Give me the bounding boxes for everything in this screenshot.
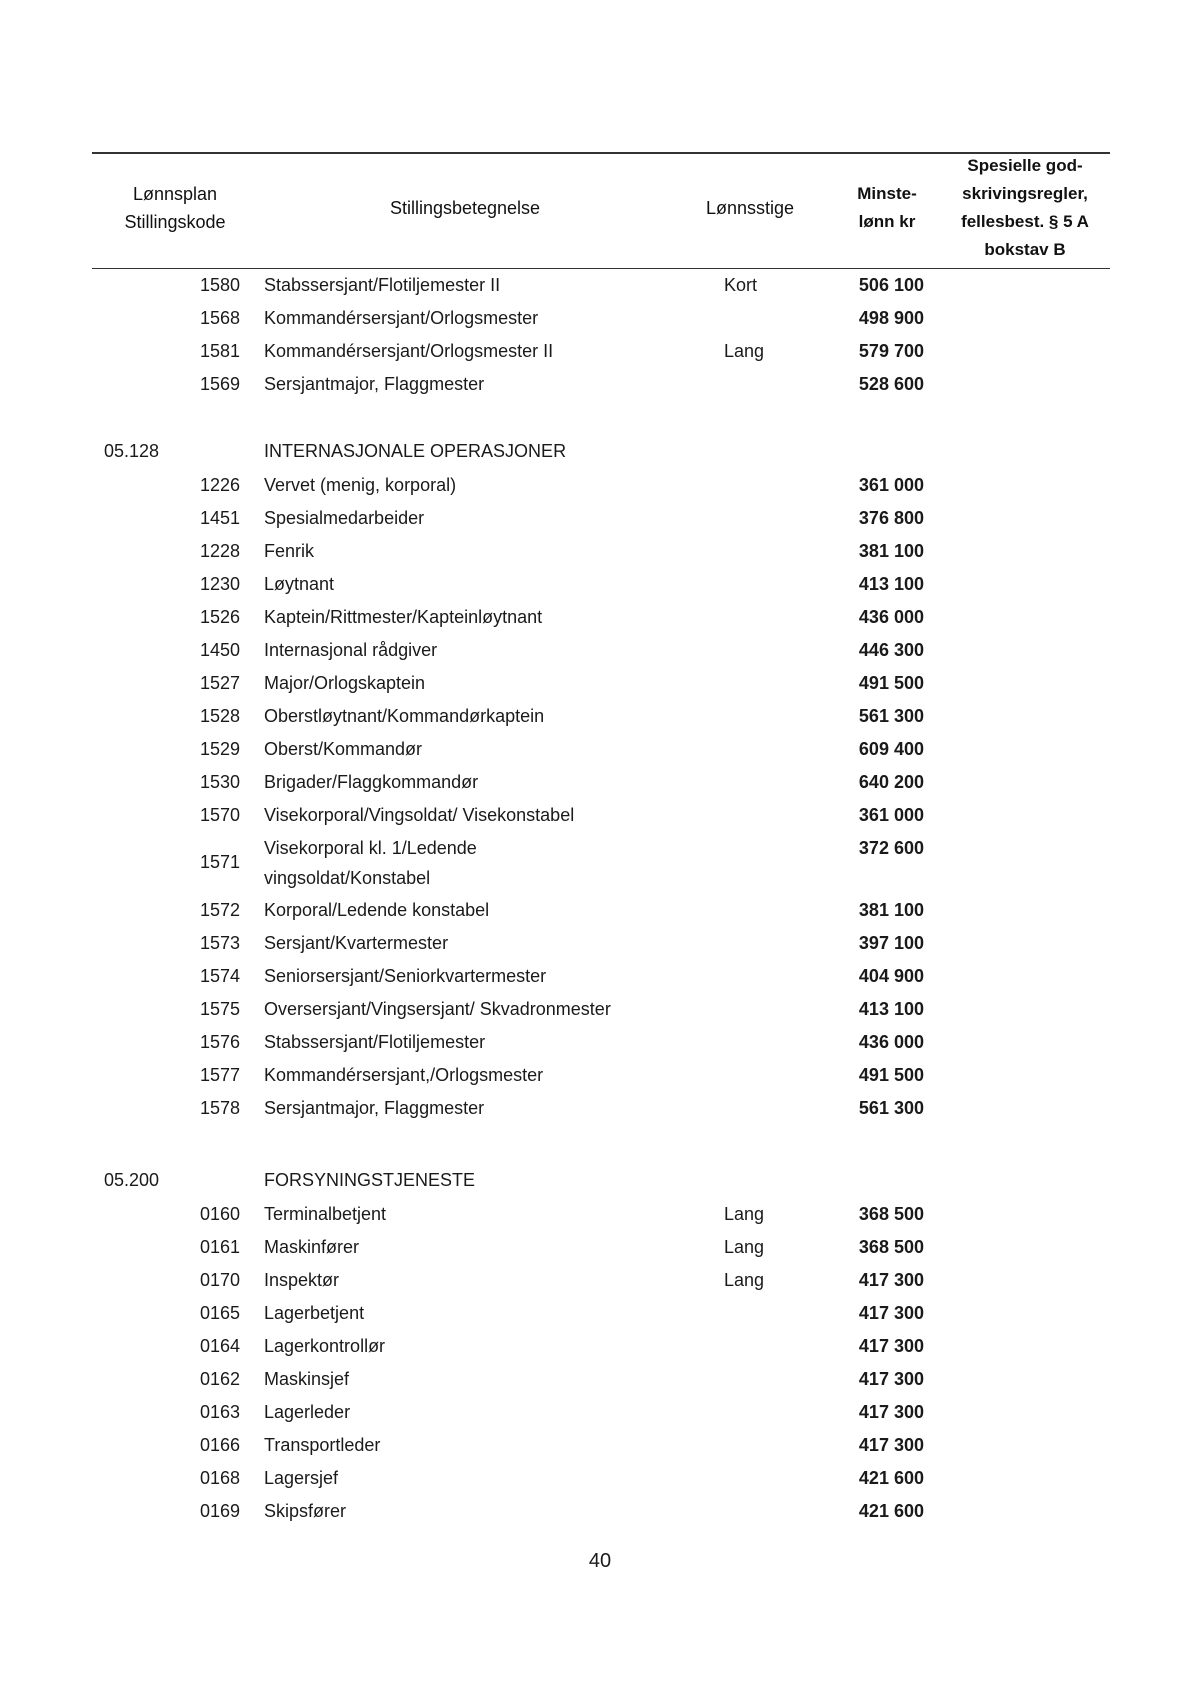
row-title: Vervet (menig, korporal) — [264, 475, 457, 495]
row-code: 0170 — [199, 1270, 240, 1290]
row-code: 0162 — [199, 1369, 240, 1389]
row-title: Kommandérsersjant/Orlogsmester — [264, 308, 539, 328]
row-title: Maskinfører — [264, 1237, 360, 1257]
table-row — [0, 1496, 1200, 1526]
row-title-line1: Visekorporal kl. 1/Ledende — [264, 838, 477, 858]
row-title: Kommandérsersjant,/Orlogsmester — [264, 1065, 544, 1085]
row-wage: 417 300 — [858, 1336, 924, 1356]
header-minstelonn-line2: lønn kr — [858, 212, 916, 231]
table-row — [0, 767, 1200, 797]
row-code: 1230 — [199, 574, 240, 594]
table-row — [0, 336, 1200, 366]
table-row — [0, 1331, 1200, 1361]
row-code: 1526 — [199, 607, 240, 627]
row-stige: Kort — [724, 275, 758, 295]
section-name: INTERNASJONALE OPERASJONER — [264, 441, 567, 461]
row-code: 1528 — [199, 706, 240, 726]
row-wage: 417 300 — [858, 1435, 924, 1455]
row-wage: 528 600 — [858, 374, 924, 394]
header-stillingsbetegnelse: Stillingsbetegnelse — [389, 198, 541, 218]
row-title-line2: vingsoldat/Konstabel — [264, 868, 431, 888]
row-title: Lagerkontrollør — [264, 1336, 386, 1356]
row-wage: 506 100 — [858, 275, 924, 295]
row-title: Lagerleder — [264, 1402, 351, 1422]
row-wage: 640 200 — [858, 772, 924, 792]
section-code: 05.128 — [104, 441, 160, 461]
row-title: Seniorsersjant/Seniorkvartermester — [264, 966, 547, 986]
row-title: Brigader/Flaggkommandør — [264, 772, 479, 792]
row-wage: 397 100 — [858, 933, 924, 953]
row-title: Lagersjef — [264, 1468, 339, 1488]
row-title: Maskinsjef — [264, 1369, 350, 1389]
row-wage: 417 300 — [858, 1270, 924, 1290]
row-code: 1572 — [199, 900, 240, 920]
row-code: 1570 — [199, 805, 240, 825]
table-row — [0, 800, 1200, 830]
row-title: Sersjantmajor, Flaggmester — [264, 374, 485, 394]
table-row — [0, 961, 1200, 991]
row-title: Visekorporal/Vingsoldat/ Visekonstabel — [264, 805, 575, 825]
row-title: Løytnant — [264, 574, 335, 594]
header-spesielle-line2: skrivingsregler, — [962, 184, 1088, 203]
row-code: 1578 — [199, 1098, 240, 1118]
table-row — [0, 303, 1200, 333]
table-row — [0, 1463, 1200, 1493]
row-stige: Lang — [724, 1204, 765, 1224]
row-title: Transportleder — [264, 1435, 381, 1455]
row-wage: 413 100 — [858, 999, 924, 1019]
table-row — [0, 895, 1200, 925]
table-row — [0, 536, 1200, 566]
row-wage: 446 300 — [858, 640, 924, 660]
row-title: Sersjant/Kvartermester — [264, 933, 449, 953]
row-title: Sersjantmajor, Flaggmester — [264, 1098, 485, 1118]
table-row — [0, 928, 1200, 958]
row-code: 1569 — [199, 374, 240, 394]
row-wage: 561 300 — [858, 706, 924, 726]
header-minstelonn — [832, 180, 942, 236]
row-wage: 417 300 — [858, 1402, 924, 1422]
table-row — [0, 503, 1200, 533]
row-wage: 436 000 — [858, 607, 924, 627]
row-wage: 436 000 — [858, 1032, 924, 1052]
row-code: 1529 — [199, 739, 240, 759]
row-code: 0168 — [199, 1468, 240, 1488]
table-row — [0, 668, 1200, 698]
header-lonnsplan-line1: Lønnsplan — [132, 184, 218, 204]
row-code: 1581 — [199, 341, 240, 361]
table-row — [0, 270, 1200, 300]
table-row — [0, 1232, 1200, 1262]
row-wage: 404 900 — [858, 966, 924, 986]
row-wage: 579 700 — [858, 341, 924, 361]
row-wage: 561 300 — [858, 1098, 924, 1118]
header-minstelonn-line1: Minste- — [857, 184, 917, 203]
row-code: 1450 — [199, 640, 240, 660]
table-row — [0, 635, 1200, 665]
row-wage: 372 600 — [858, 838, 924, 858]
row-stige: Lang — [724, 1270, 765, 1290]
table-row — [0, 1298, 1200, 1328]
header-lonnsstige: Lønnsstige — [705, 198, 795, 218]
row-code: 0160 — [199, 1204, 240, 1224]
row-code: 0164 — [199, 1336, 240, 1356]
row-wage: 498 900 — [858, 308, 924, 328]
row-code: 1530 — [199, 772, 240, 792]
header-lonnsplan-line2: Stillingskode — [124, 212, 226, 232]
table-row — [0, 1060, 1200, 1090]
header-spesielle-line4: bokstav B — [984, 240, 1066, 259]
row-wage: 413 100 — [858, 574, 924, 594]
row-title — [264, 833, 684, 893]
table-row — [0, 1093, 1200, 1123]
row-title: Stabssersjant/Flotiljemester — [264, 1032, 486, 1052]
row-code: 1576 — [199, 1032, 240, 1052]
row-title: Internasjonal rådgiver — [264, 640, 438, 660]
row-code: 1575 — [199, 999, 240, 1019]
table-row — [0, 602, 1200, 632]
row-title: Lagerbetjent — [264, 1303, 365, 1323]
table-row — [0, 569, 1200, 599]
table-row — [0, 1265, 1200, 1295]
row-wage: 491 500 — [858, 1065, 924, 1085]
row-code: 1568 — [199, 308, 240, 328]
section-code: 05.200 — [104, 1170, 160, 1190]
row-wage: 361 000 — [858, 805, 924, 825]
section-heading — [0, 1165, 1200, 1195]
table-row — [0, 470, 1200, 500]
header-spesielle-line3: fellesbest. § 5 A — [961, 212, 1089, 231]
row-code: 0161 — [199, 1237, 240, 1257]
section-heading — [0, 436, 1200, 466]
row-title: Oberst/Kommandør — [264, 739, 423, 759]
row-code: 1226 — [199, 475, 240, 495]
row-code: 0166 — [199, 1435, 240, 1455]
row-wage: 368 500 — [858, 1204, 924, 1224]
table-row — [0, 734, 1200, 764]
row-wage: 381 100 — [858, 541, 924, 561]
table-row — [0, 369, 1200, 399]
row-wage: 368 500 — [858, 1237, 924, 1257]
table-row — [0, 1364, 1200, 1394]
table-row — [0, 701, 1200, 731]
header-spesielle-regler — [940, 152, 1110, 264]
row-title: Korporal/Ledende konstabel — [264, 900, 490, 920]
row-stige: Lang — [724, 341, 765, 361]
row-title: Fenrik — [264, 541, 315, 561]
row-wage: 417 300 — [858, 1303, 924, 1323]
table-header-rule — [92, 268, 1110, 269]
row-wage: 421 600 — [858, 1468, 924, 1488]
table-row — [0, 1397, 1200, 1427]
row-title: Oversersjant/Vingsersjant/ Skvadronmester — [264, 999, 611, 1019]
row-code: 1580 — [199, 275, 240, 295]
row-wage: 491 500 — [858, 673, 924, 693]
row-code: 0163 — [199, 1402, 240, 1422]
row-title: Oberstløytnant/Kommandørkaptein — [264, 706, 545, 726]
table-row — [0, 833, 1200, 893]
table-row — [0, 1027, 1200, 1057]
row-title: Inspektør — [264, 1270, 340, 1290]
row-title: Stabssersjant/Flotiljemester II — [264, 275, 501, 295]
row-wage: 417 300 — [858, 1369, 924, 1389]
header-spesielle-line1: Spesielle god- — [967, 156, 1083, 175]
row-title: Major/Orlogskaptein — [264, 673, 426, 693]
row-code: 1577 — [199, 1065, 240, 1085]
page-number: 40 — [588, 1550, 612, 1572]
row-wage: 361 000 — [858, 475, 924, 495]
row-code: 0169 — [199, 1501, 240, 1521]
row-title: Terminalbetjent — [264, 1204, 387, 1224]
row-code: 1527 — [199, 673, 240, 693]
row-title: Kaptein/Rittmester/Kapteinløytnant — [264, 607, 543, 627]
row-code: 1573 — [199, 933, 240, 953]
row-code: 1571 — [199, 852, 240, 872]
row-wage: 381 100 — [858, 900, 924, 920]
header-lonnsplan — [110, 180, 240, 236]
row-title: Skipsfører — [264, 1501, 347, 1521]
row-wage: 421 600 — [858, 1501, 924, 1521]
row-wage: 609 400 — [858, 739, 924, 759]
row-stige: Lang — [724, 1237, 765, 1257]
row-wage: 376 800 — [858, 508, 924, 528]
table-row — [0, 1430, 1200, 1460]
table-row — [0, 994, 1200, 1024]
row-code: 1228 — [199, 541, 240, 561]
row-title: Kommandérsersjant/Orlogsmester II — [264, 341, 554, 361]
row-title: Spesialmedarbeider — [264, 508, 425, 528]
row-code: 1574 — [199, 966, 240, 986]
row-code: 0165 — [199, 1303, 240, 1323]
row-code: 1451 — [199, 508, 240, 528]
section-name: FORSYNINGSTJENESTE — [264, 1170, 476, 1190]
table-row — [0, 1199, 1200, 1229]
